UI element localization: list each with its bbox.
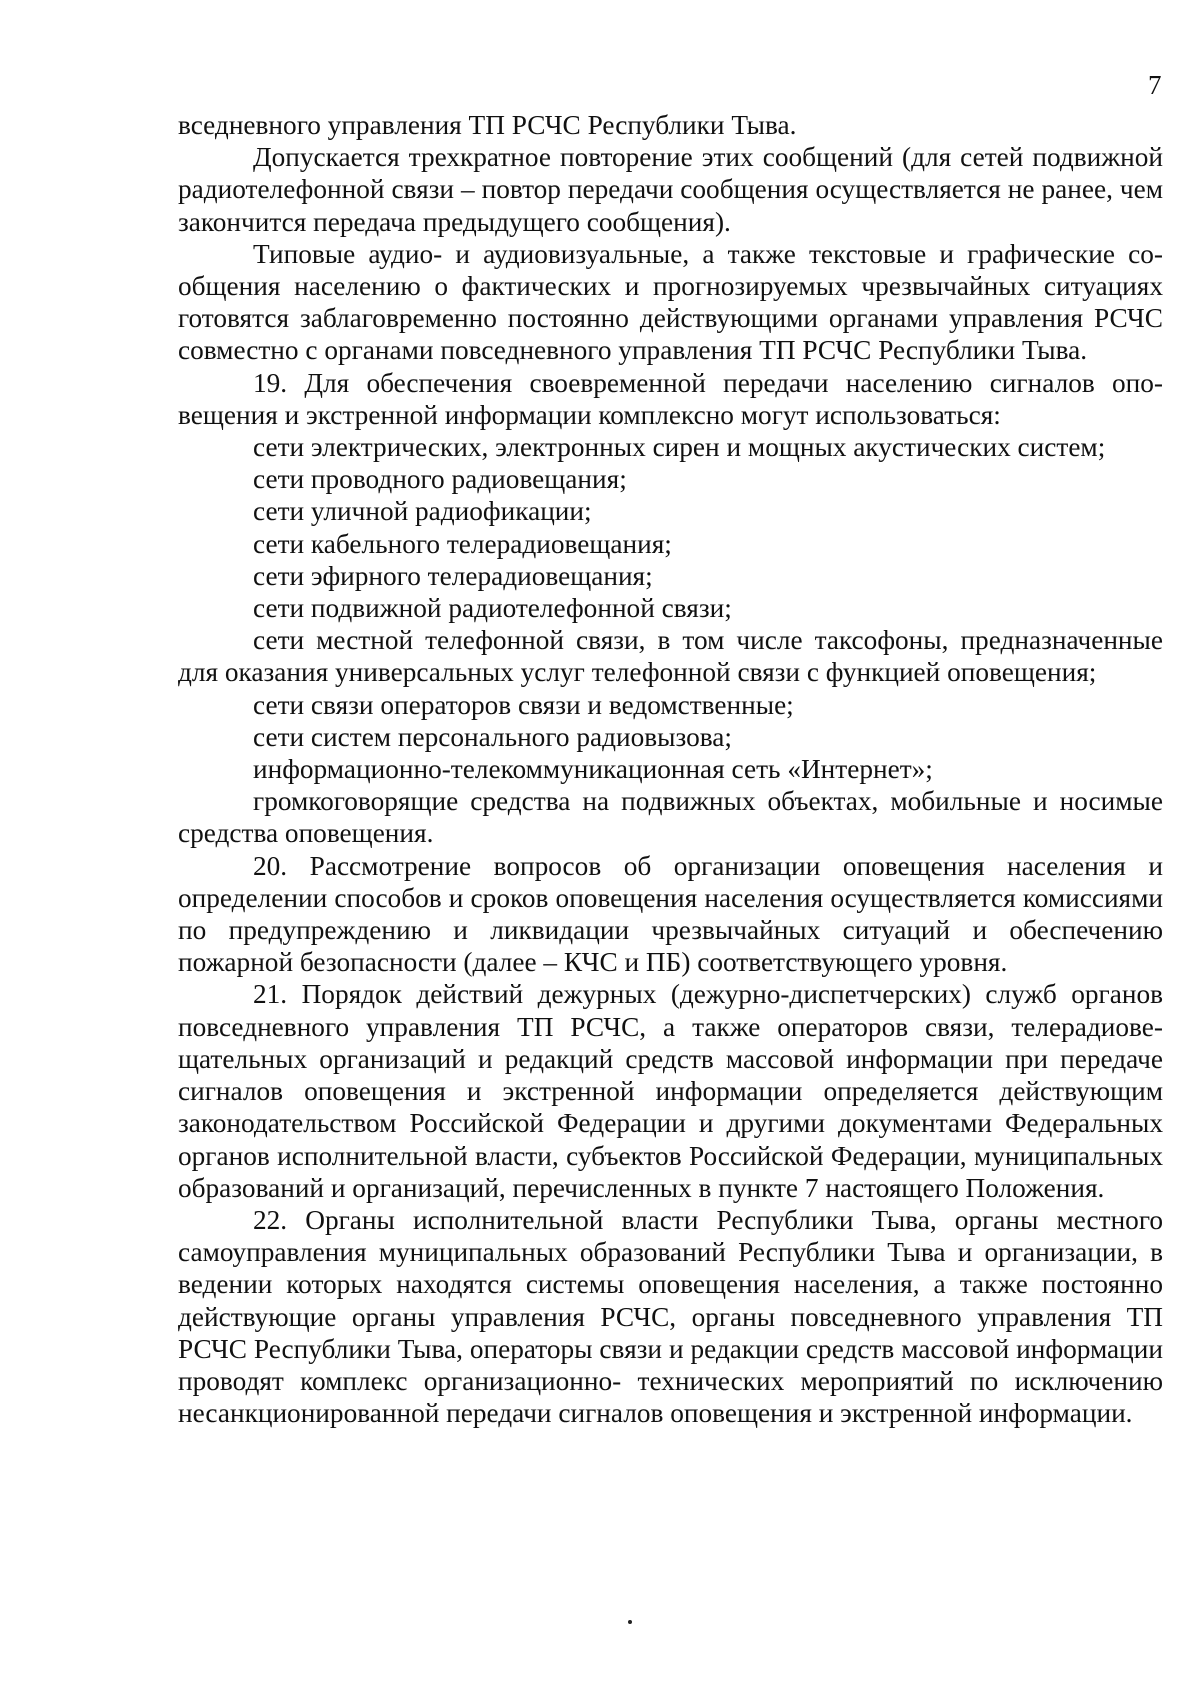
paragraph-22: 22. Органы исполнительной власти Республики Тыва, органы местного самоуправления муниципальных образований Республики Тыва и организации, в ведении которых находятся системы оповещения населения, а также постоянно действующие органы управления РСЧС, органы повседневного управления ТП РСЧС Республики Тыва, операторы связи и редакции средств массовой информации проводят комплекс организационно- технических мероприятий по исключению несанкционированной передачи сигналов оповещения и экстренной информации. (178, 1204, 1163, 1429)
list-item-mobile: сети подвижной радиотелефонной связи; (253, 593, 732, 624)
list-item-paging: сети систем персонального радиовызова; (253, 721, 732, 752)
list-item-broadcast-tv: сети эфирного телерадиовещания; (253, 560, 653, 591)
list-item-wired-radio: сети проводного радиовещания; (253, 464, 627, 495)
paragraph-repeat-messages: Допускается трехкратное повторение этих сообщений (для сетей подвижной радиотелефонной связи – повтор передачи сообщения осуществляется не ранее, чем закончится передача предыдущего сообщения). (178, 142, 1163, 237)
list-item-street-radio: сети уличной радиофикации; (253, 496, 592, 527)
paragraph-21: 21. Порядок действий дежурных (дежурно-диспетчерских) служб органов повседневного управления ТП РСЧС, а также операторов связи, телерадиовещательных организаций и редакций средств массовой информации при передаче сигналов оповещения и экстренной информации определяется действующим законодательством Российской Федерации и другими документами Федеральных органов исполнительной власти, субъектов Российской Федерации, муниципальных образований и организаций, перечисленных в пункте 7 настоящего Положения. (178, 979, 1163, 1203)
scan-dot-mark (628, 1620, 632, 1624)
list-item-local-phone: сети местной телефонной связи, в том числе таксофоны, предназначенные для оказания универсальных услуг телефонной связи с функцией оповещения; (178, 625, 1163, 688)
list-item-internet: информационно-телекоммуникационная сеть «Интернет»; (253, 754, 933, 785)
list-item-operators: сети связи операторов связи и ведомственные; (253, 689, 794, 720)
paragraph-continuation: вседневного управления ТП РСЧС Республики Тыва. (178, 110, 797, 140)
list-item-cable-tv: сети кабельного телерадиовещания; (253, 528, 672, 559)
paragraph-19: 19. Для обеспечения своевременной передачи населению сигналов оповещения и экстренной информации комплексно могут использоваться: (178, 367, 1163, 430)
document-body (178, 109, 1163, 1429)
paragraph-standard-messages: Типовые аудио- и аудиовизуальные, а также текстовые и графические сообщения населению о фактических и прогнозируемых чрезвычайных ситуациях готовятся заблаговременно постоянно действующими органами управления РСЧС совместно с органами повседневного управления ТП РСЧС Республики Тыва. (178, 238, 1163, 366)
list-item-sirens: сети электрических, электронных сирен и мощных акустических систем; (253, 432, 1106, 463)
list-item-loudspeakers: громкоговорящие средства на подвижных объектах, мобильные и носимые средства оповещения. (178, 786, 1163, 849)
paragraph-20: 20. Рассмотрение вопросов об организации оповещения населения и определении способов и сроков оповещения населения осуществляется комиссиями по предупреждению и ликвидации чрезвычайных ситуаций и обеспечению пожарной безопасности (далее – КЧС и ПБ) соответствующего уровня. (178, 850, 1163, 978)
page-number: 7 (1148, 70, 1162, 100)
